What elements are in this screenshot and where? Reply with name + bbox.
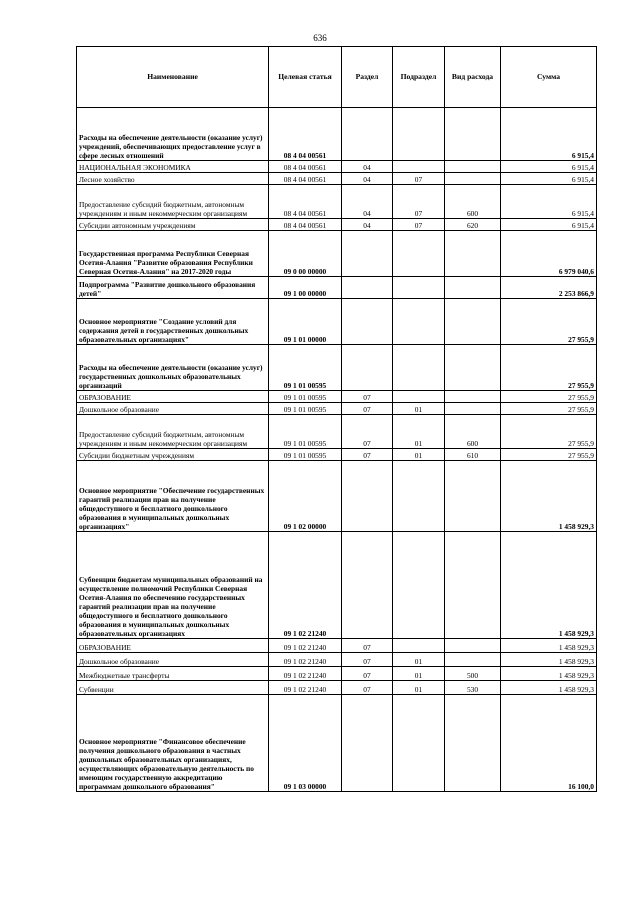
row-name-cell: Дошкольное образование xyxy=(77,403,269,415)
row-expense-type-cell xyxy=(445,173,501,185)
row-expense-type-cell xyxy=(445,231,501,277)
row-code-cell: 08 4 04 00561 xyxy=(269,108,342,161)
table-header-row xyxy=(77,47,597,108)
row-name-cell: Подпрограмма "Развитие дошкольного образования детей" xyxy=(77,277,269,299)
row-expense-type-cell: 500 xyxy=(445,667,501,681)
table-row xyxy=(77,299,597,345)
table-row xyxy=(77,639,597,653)
row-amount-cell: 1 458 929,3 xyxy=(501,681,597,695)
row-expense-type-cell: 620 xyxy=(445,219,501,231)
row-amount-cell: 27 955,9 xyxy=(501,415,597,449)
budget-table xyxy=(76,46,597,792)
row-section-cell: 07 xyxy=(342,667,393,681)
row-amount-cell: 27 955,9 xyxy=(501,449,597,461)
row-amount-cell: 27 955,9 xyxy=(501,299,597,345)
row-section-cell xyxy=(342,277,393,299)
row-subsection-cell: 01 xyxy=(393,403,445,415)
row-code-cell: 09 1 01 00595 xyxy=(269,403,342,415)
row-section-cell: 04 xyxy=(342,219,393,231)
table-row xyxy=(77,532,597,639)
table-row xyxy=(77,231,597,277)
row-section-cell xyxy=(342,532,393,639)
header-amount: Сумма xyxy=(501,47,597,108)
row-name-cell: Основное мероприятие "Создание условий для содержания детей в государственных дошкольных образовательных организациях" xyxy=(77,299,269,345)
row-section-cell: 04 xyxy=(342,161,393,173)
row-code-cell: 09 1 01 00000 xyxy=(269,299,342,345)
row-amount-cell: 2 253 866,9 xyxy=(501,277,597,299)
row-code-cell: 09 1 01 00595 xyxy=(269,391,342,403)
header-code: Целевая статья xyxy=(269,47,342,108)
row-expense-type-cell xyxy=(445,161,501,173)
row-subsection-cell xyxy=(393,345,445,391)
row-subsection-cell: 07 xyxy=(393,219,445,231)
row-name-cell: НАЦИОНАЛЬНАЯ ЭКОНОМИКА xyxy=(77,161,269,173)
table-row xyxy=(77,695,597,792)
row-amount-cell: 1 458 929,3 xyxy=(501,461,597,532)
row-code-cell: 09 1 00 00000 xyxy=(269,277,342,299)
row-code-cell: 09 1 01 00595 xyxy=(269,449,342,461)
table-row xyxy=(77,681,597,695)
row-name-cell: Дошкольное образование xyxy=(77,653,269,667)
row-code-cell: 08 4 04 00561 xyxy=(269,161,342,173)
table-row xyxy=(77,653,597,667)
header-name: Наименование xyxy=(77,47,269,108)
row-expense-type-cell xyxy=(445,403,501,415)
row-name-cell: Лесное хозяйство xyxy=(77,173,269,185)
table-body xyxy=(77,108,597,792)
row-amount-cell: 6 915,4 xyxy=(501,108,597,161)
row-name-cell: ОБРАЗОВАНИЕ xyxy=(77,391,269,403)
table-row xyxy=(77,391,597,403)
row-name-cell: Межбюджетные трансферты xyxy=(77,667,269,681)
row-code-cell: 09 0 00 00000 xyxy=(269,231,342,277)
header-subsection: Подраздел xyxy=(393,47,445,108)
row-code-cell: 09 1 02 00000 xyxy=(269,461,342,532)
row-name-cell: Субвенции xyxy=(77,681,269,695)
header-section: Раздел xyxy=(342,47,393,108)
row-subsection-cell: 01 xyxy=(393,653,445,667)
row-name-cell: Предоставление субсидий бюджетным, автономным учреждениям и иным некоммерческим организациям xyxy=(77,185,269,219)
table-row xyxy=(77,185,597,219)
row-expense-type-cell xyxy=(445,345,501,391)
row-amount-cell: 1 458 929,3 xyxy=(501,639,597,653)
table-row xyxy=(77,345,597,391)
row-subsection-cell xyxy=(393,161,445,173)
row-amount-cell: 6 915,4 xyxy=(501,185,597,219)
row-amount-cell: 1 458 929,3 xyxy=(501,667,597,681)
row-expense-type-cell xyxy=(445,391,501,403)
table-row xyxy=(77,461,597,532)
row-subsection-cell xyxy=(393,695,445,792)
table-row xyxy=(77,415,597,449)
row-section-cell: 04 xyxy=(342,173,393,185)
row-code-cell: 08 4 04 00561 xyxy=(269,185,342,219)
row-name-cell: Субвенции бюджетам муниципальных образований на осуществление полномочий Республики Северная Осетия-Алания по обеспечению государственных гарантий реализации прав на получение общедоступного и бесплатного дошкольного образования в муниципальных дошкольных образовательных организациях xyxy=(77,532,269,639)
row-name-cell: Расходы на обеспечение деятельности (оказание услуг) государственных дошкольных образовательных организаций xyxy=(77,345,269,391)
row-section-cell xyxy=(342,695,393,792)
row-section-cell xyxy=(342,345,393,391)
row-amount-cell: 16 100,0 xyxy=(501,695,597,792)
row-section-cell xyxy=(342,231,393,277)
header-expense-type: Вид расхода xyxy=(445,47,501,108)
row-section-cell xyxy=(342,108,393,161)
row-expense-type-cell: 600 xyxy=(445,185,501,219)
table-row xyxy=(77,403,597,415)
table-row xyxy=(77,108,597,161)
row-code-cell: 09 1 03 00000 xyxy=(269,695,342,792)
row-subsection-cell xyxy=(393,299,445,345)
row-expense-type-cell: 610 xyxy=(445,449,501,461)
row-code-cell: 09 1 01 00595 xyxy=(269,345,342,391)
row-subsection-cell xyxy=(393,277,445,299)
row-name-cell: Основное мероприятие "Обеспечение государственных гарантий реализации прав на получение общедоступного и бесплатного дошкольного образования в муниципальных дошкольных организациях" xyxy=(77,461,269,532)
row-subsection-cell: 01 xyxy=(393,449,445,461)
row-section-cell xyxy=(342,461,393,532)
row-section-cell: 07 xyxy=(342,391,393,403)
row-section-cell: 07 xyxy=(342,449,393,461)
row-name-cell: Субсидии бюджетным учреждениям xyxy=(77,449,269,461)
row-section-cell xyxy=(342,299,393,345)
row-code-cell: 09 1 02 21240 xyxy=(269,681,342,695)
row-section-cell: 07 xyxy=(342,639,393,653)
row-amount-cell: 6 979 040,6 xyxy=(501,231,597,277)
row-amount-cell: 6 915,4 xyxy=(501,161,597,173)
row-code-cell: 09 1 02 21240 xyxy=(269,667,342,681)
row-subsection-cell xyxy=(393,532,445,639)
row-code-cell: 08 4 04 00561 xyxy=(269,173,342,185)
row-expense-type-cell xyxy=(445,532,501,639)
row-code-cell: 08 4 04 00561 xyxy=(269,219,342,231)
row-code-cell: 09 1 02 21240 xyxy=(269,532,342,639)
row-section-cell: 07 xyxy=(342,403,393,415)
table-row xyxy=(77,173,597,185)
row-amount-cell: 1 458 929,3 xyxy=(501,653,597,667)
row-section-cell: 04 xyxy=(342,185,393,219)
table-row xyxy=(77,161,597,173)
row-name-cell: ОБРАЗОВАНИЕ xyxy=(77,639,269,653)
row-expense-type-cell xyxy=(445,653,501,667)
row-amount-cell: 27 955,9 xyxy=(501,345,597,391)
row-subsection-cell: 01 xyxy=(393,415,445,449)
table-row xyxy=(77,219,597,231)
row-expense-type-cell xyxy=(445,299,501,345)
row-amount-cell: 6 915,4 xyxy=(501,173,597,185)
row-amount-cell: 27 955,9 xyxy=(501,391,597,403)
row-expense-type-cell xyxy=(445,639,501,653)
row-expense-type-cell xyxy=(445,277,501,299)
row-subsection-cell: 01 xyxy=(393,667,445,681)
row-subsection-cell xyxy=(393,231,445,277)
page-number: 636 xyxy=(313,33,327,43)
row-subsection-cell xyxy=(393,108,445,161)
row-subsection-cell xyxy=(393,639,445,653)
row-expense-type-cell: 600 xyxy=(445,415,501,449)
row-expense-type-cell xyxy=(445,461,501,532)
row-expense-type-cell: 530 xyxy=(445,681,501,695)
row-section-cell: 07 xyxy=(342,653,393,667)
row-name-cell: Основное мероприятие "Финансовое обеспечение получения дошкольного образования в частных дошкольных образовательных организациях, осуществляющих образовательную деятельность по имеющим государственную аккредитацию программам дошкольного образования" xyxy=(77,695,269,792)
row-code-cell: 09 1 02 21240 xyxy=(269,639,342,653)
row-expense-type-cell xyxy=(445,695,501,792)
row-subsection-cell: 07 xyxy=(393,173,445,185)
row-expense-type-cell xyxy=(445,108,501,161)
row-amount-cell: 1 458 929,3 xyxy=(501,532,597,639)
row-section-cell: 07 xyxy=(342,415,393,449)
table-row xyxy=(77,667,597,681)
table-row xyxy=(77,449,597,461)
row-code-cell: 09 1 01 00595 xyxy=(269,415,342,449)
row-amount-cell: 27 955,9 xyxy=(501,403,597,415)
row-amount-cell: 6 915,4 xyxy=(501,219,597,231)
row-subsection-cell xyxy=(393,461,445,532)
table-row xyxy=(77,277,597,299)
row-name-cell: Расходы на обеспечение деятельности (оказание услуг) учреждений, обеспечивающих предоставление услуг в сфере лесных отношений xyxy=(77,108,269,161)
row-code-cell: 09 1 02 21240 xyxy=(269,653,342,667)
row-section-cell: 07 xyxy=(342,681,393,695)
row-name-cell: Предоставление субсидий бюджетным, автономным учреждениям и иным некоммерческим организациям xyxy=(77,415,269,449)
row-subsection-cell xyxy=(393,391,445,403)
row-name-cell: Субсидии автономным учреждениям xyxy=(77,219,269,231)
row-subsection-cell: 07 xyxy=(393,185,445,219)
row-name-cell: Государственная программа Республики Северная Осетия-Алания "Развитие образования Республики Северная Осетия-Алания" на 2017-2020 годы xyxy=(77,231,269,277)
row-subsection-cell: 01 xyxy=(393,681,445,695)
